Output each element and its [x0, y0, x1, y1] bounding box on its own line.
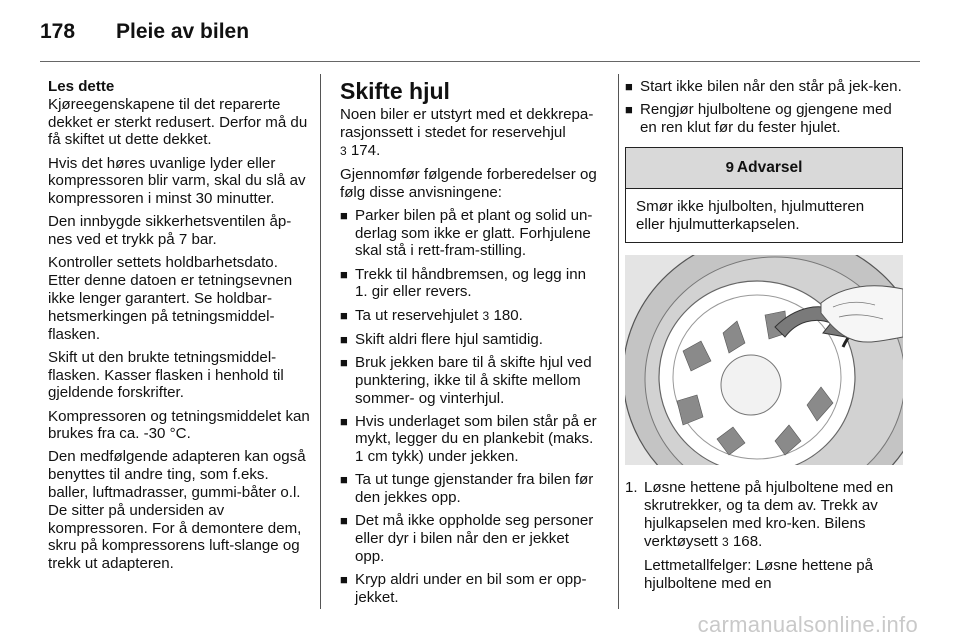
list-item: [340, 571, 602, 607]
page-ref[interactable]: 180.: [493, 306, 523, 324]
page-ref[interactable]: 174.: [350, 141, 381, 159]
paragraph: Hvis det høres uvanlige lyder eller kompressoren blir varm, skal du slå av kompressoren i minst 30 minutter.: [48, 154, 306, 208]
list-item-text: Ta ut tunge gjenstander fra bilen før den jekkes opp.: [355, 471, 594, 507]
list-item-text: Bruk jekken bare til å skifte hjul ved punktering, ikke til å skifte mellom sommer- og vinterhjul.: [355, 353, 592, 407]
list-item-text: Kryp aldri under en bil som er opp-jekket.: [355, 571, 587, 607]
bullet-square-icon: ■: [340, 207, 348, 223]
warning-box: [625, 147, 903, 244]
bullet-square-icon: ■: [340, 307, 348, 323]
list-item: [625, 101, 903, 137]
bullet-square-icon: ■: [340, 266, 348, 282]
warning-title: Advarsel: [736, 158, 803, 176]
step-item: [625, 479, 903, 592]
column-divider: [320, 74, 321, 609]
page-title: Pleie av bilen: [116, 20, 250, 43]
right-column: [625, 78, 903, 598]
list-item-text: Parker bilen på et plant og solid un-derlag som ikke er glatt. Forhjulene skal stå i rett-fram-stilling.: [355, 206, 593, 260]
section-title: Skifte hjul: [340, 78, 450, 104]
paragraph: Kontroller settets holdbarhetsdato. Etter denne datoen er tetningsevnen ikke lenger garantert. Se holdbar-hetsmerkingen på tetningsmiddel-flasken.: [48, 254, 293, 343]
steps-list: [625, 479, 903, 592]
step-number: 1.: [625, 479, 638, 497]
prep-paragraph: Gjennomfør følgende forberedelser og følg disse anvisningene:: [340, 165, 597, 201]
list-item-text: Hvis underlaget som bilen står på er mykt, legger du en plankebit (maks. 1 cm tykk) under jekken.: [355, 412, 597, 466]
list-item: [340, 471, 602, 507]
bullet-square-icon: ■: [625, 102, 633, 118]
bullet-square-icon: ■: [625, 79, 633, 94]
page-ref-icon: 3: [340, 143, 347, 158]
bullet-square-icon: ■: [340, 513, 348, 529]
bullet-square-icon: ■: [340, 572, 348, 588]
list-item: [340, 512, 602, 565]
paragraph: Den medfølgende adapteren kan også benyttes til andre ting, som f.eks. baller, luftmadrasser, gummi-båter o.l. De sitter på undersiden av kompressoren. For å demontere dem, skru på kompressorens luft-slange og trekk ut adapteren.: [48, 448, 306, 573]
page-number: 178: [40, 20, 76, 43]
page-header: [0, 0, 960, 62]
page-ref-icon: 3: [722, 534, 729, 549]
paragraph: Kjøreegenskapene til det reparerte dekket er sterkt redusert. Derfor må du få skiftet ut dette dekket.: [48, 95, 308, 149]
step-subtext: Lettmetallfelger: Løsne hettene på hjulboltene med en: [644, 556, 874, 592]
middle-column: [340, 78, 602, 612]
precaution-list: [340, 207, 602, 607]
warning-triangle-icon: 9: [725, 158, 734, 176]
intro-paragraph: [340, 106, 602, 160]
list-item-text: Start ikke bilen når den står på jek-ken.: [640, 78, 902, 95]
list-item: [340, 207, 602, 260]
header-rule: [40, 61, 920, 62]
bullet-square-icon: ■: [340, 331, 348, 347]
list-item: [340, 307, 602, 326]
paragraph: Kompressoren og tetningsmiddelet kan brukes fra ca. -30 °C.: [48, 407, 310, 443]
wheel-illustration-svg: [625, 255, 903, 465]
warning-header: [626, 148, 902, 189]
warning-text: Smør ikke hjulbolten, hjulmutteren eller hjulmutterkapselen.: [636, 197, 865, 233]
note-heading: Les dette: [48, 78, 115, 95]
list-item: [340, 413, 602, 466]
watermark: carmanualsonline.info: [697, 612, 918, 637]
list-item-text: Det må ikke oppholde seg personer eller dyr i bilen når den er jekket opp.: [355, 512, 594, 566]
list-item: [625, 78, 903, 96]
bullet-square-icon: ■: [340, 413, 348, 429]
list-item-text: Skift aldri flere hjul samtidig.: [355, 330, 543, 348]
paragraph: Skift ut den brukte tetningsmiddel-flasken. Kasser flasken i henhold til gjeldende forskrifter.: [48, 348, 284, 402]
step-paragraph: [644, 479, 903, 551]
intro-text: Noen biler er utstyrt med et dekkrepa-rasjonssett i stedet for reservehjul: [340, 106, 594, 141]
bullet-square-icon: ■: [340, 354, 348, 370]
page-ref-icon: 3: [482, 308, 490, 323]
column-divider: [618, 74, 619, 609]
list-item-text: Ta ut reservehjulet: [355, 306, 479, 324]
page-ref[interactable]: 168.: [732, 532, 763, 550]
bullet-square-icon: ■: [340, 472, 348, 488]
list-item: [340, 331, 602, 349]
left-column: [48, 78, 310, 578]
list-item-text: Trekk til håndbremsen, og legg inn 1. gir eller revers.: [355, 265, 587, 301]
list-item: [340, 266, 602, 302]
wheel-cover-removal-illustration: [625, 255, 903, 465]
precaution-list-continued: [625, 78, 903, 137]
step-text: Løsne hettene på hjulboltene med en skrutrekker, og ta dem av. Trekk av hjulkapselen med kro-ken. Bilens verktøysett: [644, 479, 894, 550]
list-item-text: Rengjør hjulboltene og gjengene med en ren klut før du fester hjulet.: [640, 101, 892, 136]
list-item: [340, 354, 602, 407]
paragraph: Den innbygde sikkerhetsventilen åp-nes ved et trykk på 7 bar.: [48, 213, 292, 249]
